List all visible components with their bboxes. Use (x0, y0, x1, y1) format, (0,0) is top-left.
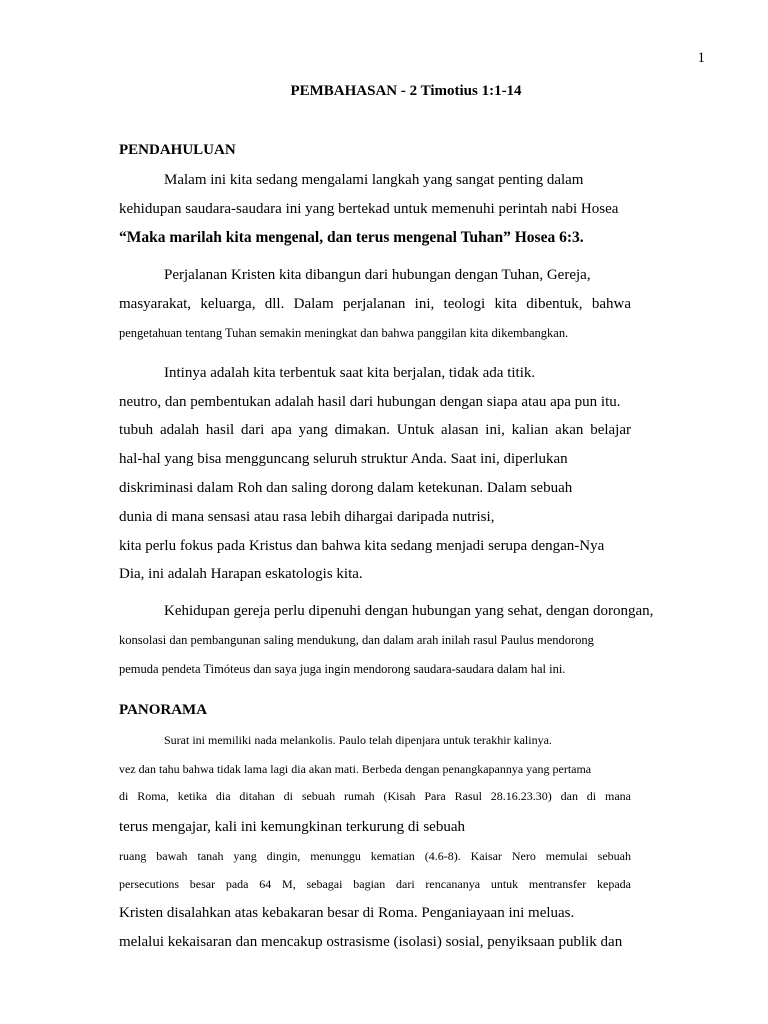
section-heading-panorama: PANORAMA (119, 702, 208, 718)
section-heading-pendahuluan: PENDAHULUAN (119, 142, 236, 158)
paragraph-line: tubuh adalah hasil dari apa yang dimakan. Untuk alasan ini, kalian akan belajar (119, 422, 631, 438)
paragraph-line: Malam ini kita sedang mengalami langkah yang sangat penting dalam (164, 172, 584, 188)
paragraph-line: diskriminasi dalam Roh dan saling dorong dalam ketekunan. Dalam sebuah (119, 480, 573, 496)
paragraph-line: hal-hal yang bisa mengguncang seluruh struktur Anda. Saat ini, diperlukan (119, 451, 568, 467)
paragraph-line: pengetahuan tentang Tuhan semakin meningkat dan bahwa panggilan kita dikembangkan. (119, 326, 569, 340)
paragraph-line: konsolasi dan pembangunan saling mendukung, dan dalam arah inilah rasul Paulus mendorong (119, 633, 594, 647)
paragraph-line: neutro, dan pembentukan adalah hasil dari hubungan dengan siapa atau apa pun itu. (119, 394, 621, 410)
paragraph-line: Perjalanan Kristen kita dibangun dari hubungan dengan Tuhan, Gereja, (164, 267, 591, 283)
document-title: PEMBAHASAN - 2 Timotius 1:1-14 (290, 83, 522, 99)
paragraph-line: persecutions besar pada 64 M, sebagai bagian dari rencananya untuk mentransfer kepada (119, 877, 631, 891)
paragraph-line: ruang bawah tanah yang dingin, menunggu kematian (4.6-8). Kaisar Nero memulai sebuah (119, 849, 631, 863)
paragraph-line: terus mengajar, kali ini kemungkinan terkurung di sebuah (119, 819, 465, 835)
paragraph-line: kehidupan saudara-saudara ini yang bertekad untuk memenuhi perintah nabi Hosea (119, 201, 619, 217)
paragraph-line: Dia, ini adalah Harapan eskatologis kita. (119, 566, 363, 582)
paragraph-line: melalui kekaisaran dan mencakup ostrasisme (isolasi) sosial, penyiksaan publik dan (119, 934, 623, 950)
paragraph-line: masyarakat, keluarga, dll. Dalam perjalanan ini, teologi kita dibentuk, bahwa (119, 296, 631, 312)
paragraph-line: di Roma, ketika dia ditahan di sebuah rumah (Kisah Para Rasul 28.16.23.30) dan di mana (119, 789, 631, 803)
paragraph-line: pemuda pendeta Timóteus dan saya juga ingin mendorong saudara-saudara dalam hal ini. (119, 662, 566, 676)
page-number: 1 (697, 50, 705, 66)
scripture-quote: “Maka marilah kita mengenal, dan terus mengenal Tuhan” Hosea 6:3. (119, 229, 584, 246)
paragraph-line: dunia di mana sensasi atau rasa lebih dihargai daripada nutrisi, (119, 509, 495, 525)
paragraph-line: Intinya adalah kita terbentuk saat kita berjalan, tidak ada titik. (164, 365, 536, 381)
paragraph-line: Surat ini memiliki nada melankolis. Paulo telah dipenjara untuk terakhir kalinya. (164, 733, 552, 747)
paragraph-line: kita perlu fokus pada Kristus dan bahwa kita sedang menjadi serupa dengan-Nya (119, 538, 605, 554)
paragraph-line: vez dan tahu bahwa tidak lama lagi dia akan mati. Berbeda dengan penangkapannya yang pertama (119, 762, 592, 776)
paragraph-line: Kehidupan gereja perlu dipenuhi dengan hubungan yang sehat, dengan dorongan, (164, 603, 654, 619)
paragraph-line: Kristen disalahkan atas kebakaran besar di Roma. Penganiayaan ini meluas. (119, 905, 575, 921)
